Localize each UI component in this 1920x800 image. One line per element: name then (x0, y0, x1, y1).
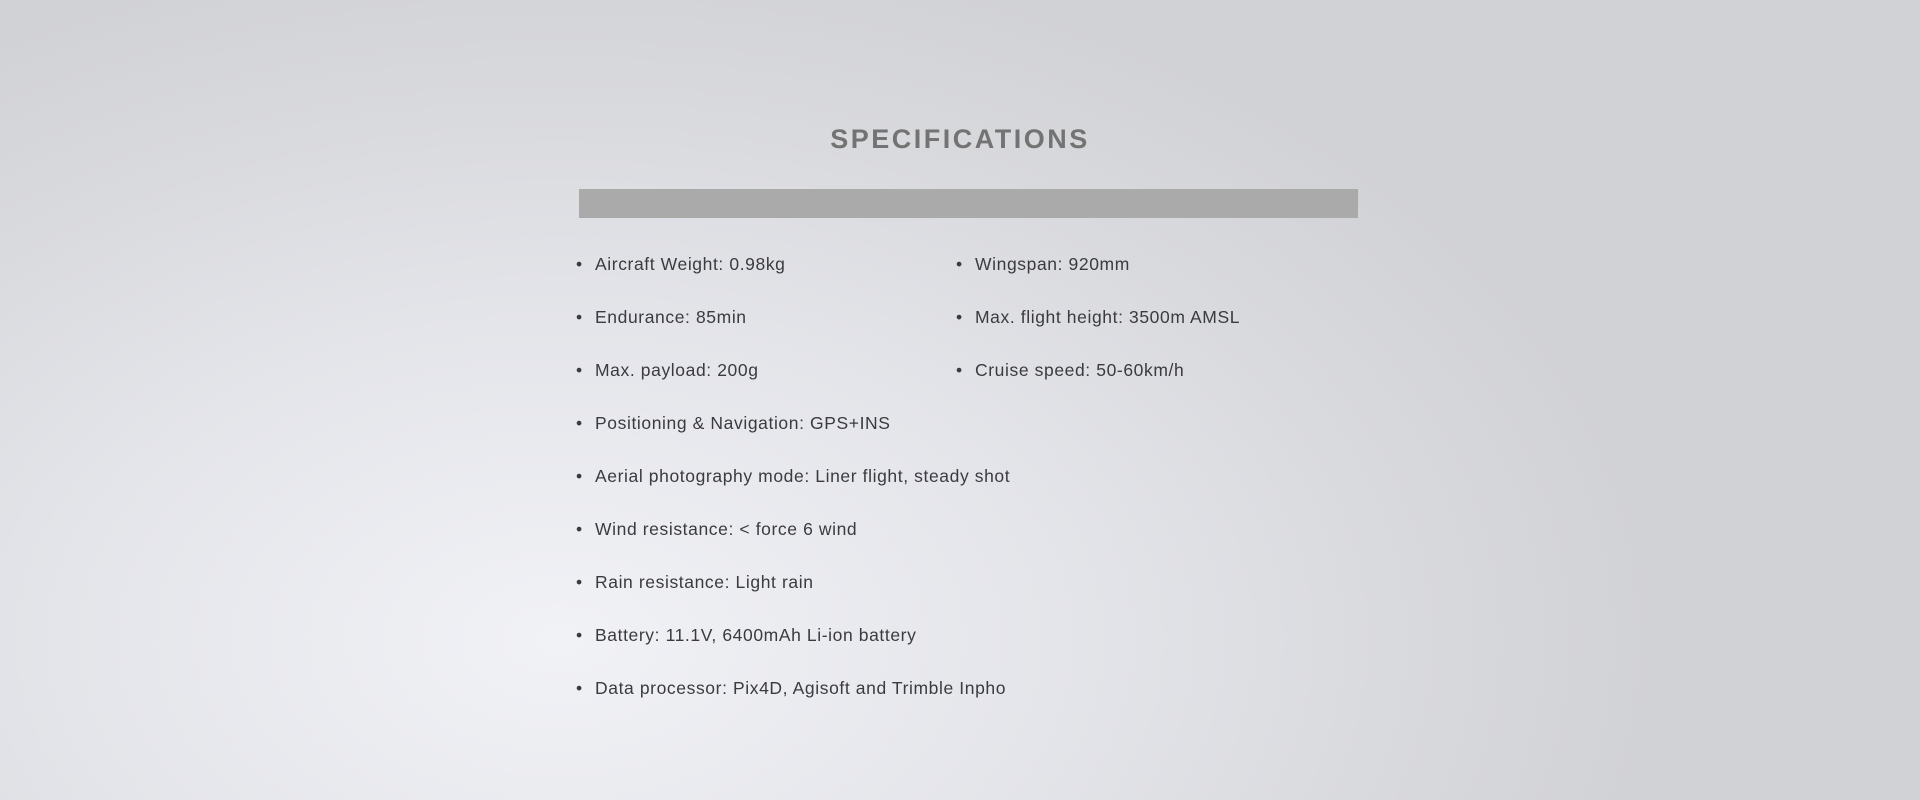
spec-text: Max. flight height: 3500m AMSL (975, 307, 1241, 327)
spec-text: Rain resistance: Light rain (595, 572, 814, 592)
bullet-icon: • (576, 519, 583, 539)
bullet-icon: • (576, 413, 583, 433)
spec-text: Battery: 11.1V, 6400mAh Li-ion battery (595, 625, 917, 645)
spec-item-wind-resistance (576, 517, 858, 541)
spec-item-data-processor (576, 676, 1007, 700)
spec-text: Max. payload: 200g (595, 360, 759, 380)
spec-item-rain-resistance (576, 570, 814, 594)
spec-item-max-payload (576, 358, 759, 382)
bullet-icon: • (956, 254, 963, 274)
spec-text: Wingspan: 920mm (975, 254, 1130, 274)
spec-text: Wind resistance: < force 6 wind (595, 519, 858, 539)
bullet-icon: • (956, 360, 963, 380)
bullet-icon: • (576, 307, 583, 327)
bullet-icon: • (576, 625, 583, 645)
spec-item-wingspan (956, 252, 1130, 276)
spec-item-endurance (576, 305, 747, 329)
spec-item-positioning (576, 411, 891, 435)
spec-text: Cruise speed: 50-60km/h (975, 360, 1185, 380)
bullet-icon: • (576, 360, 583, 380)
bullet-icon: • (576, 466, 583, 486)
spec-item-cruise-speed (956, 358, 1185, 382)
spec-text: Endurance: 85min (595, 307, 747, 327)
spec-text: Data processor: Pix4D, Agisoft and Trimble Inpho (595, 678, 1007, 698)
spec-item-max-flight-height (956, 305, 1241, 329)
bullet-icon: • (576, 254, 583, 274)
spec-text: Aerial photography mode: Liner flight, steady shot (595, 466, 1011, 486)
spec-item-aircraft-weight (576, 252, 786, 276)
spec-text: Positioning & Navigation: GPS+INS (595, 413, 891, 433)
spec-item-photography-mode (576, 464, 1011, 488)
section-title: SPECIFICATIONS (830, 124, 1090, 155)
title-divider-bar (579, 189, 1358, 218)
bullet-icon: • (576, 678, 583, 698)
bullet-icon: • (956, 307, 963, 327)
bullet-icon: • (576, 572, 583, 592)
spec-text: Aircraft Weight: 0.98kg (595, 254, 786, 274)
spec-item-battery (576, 623, 917, 647)
